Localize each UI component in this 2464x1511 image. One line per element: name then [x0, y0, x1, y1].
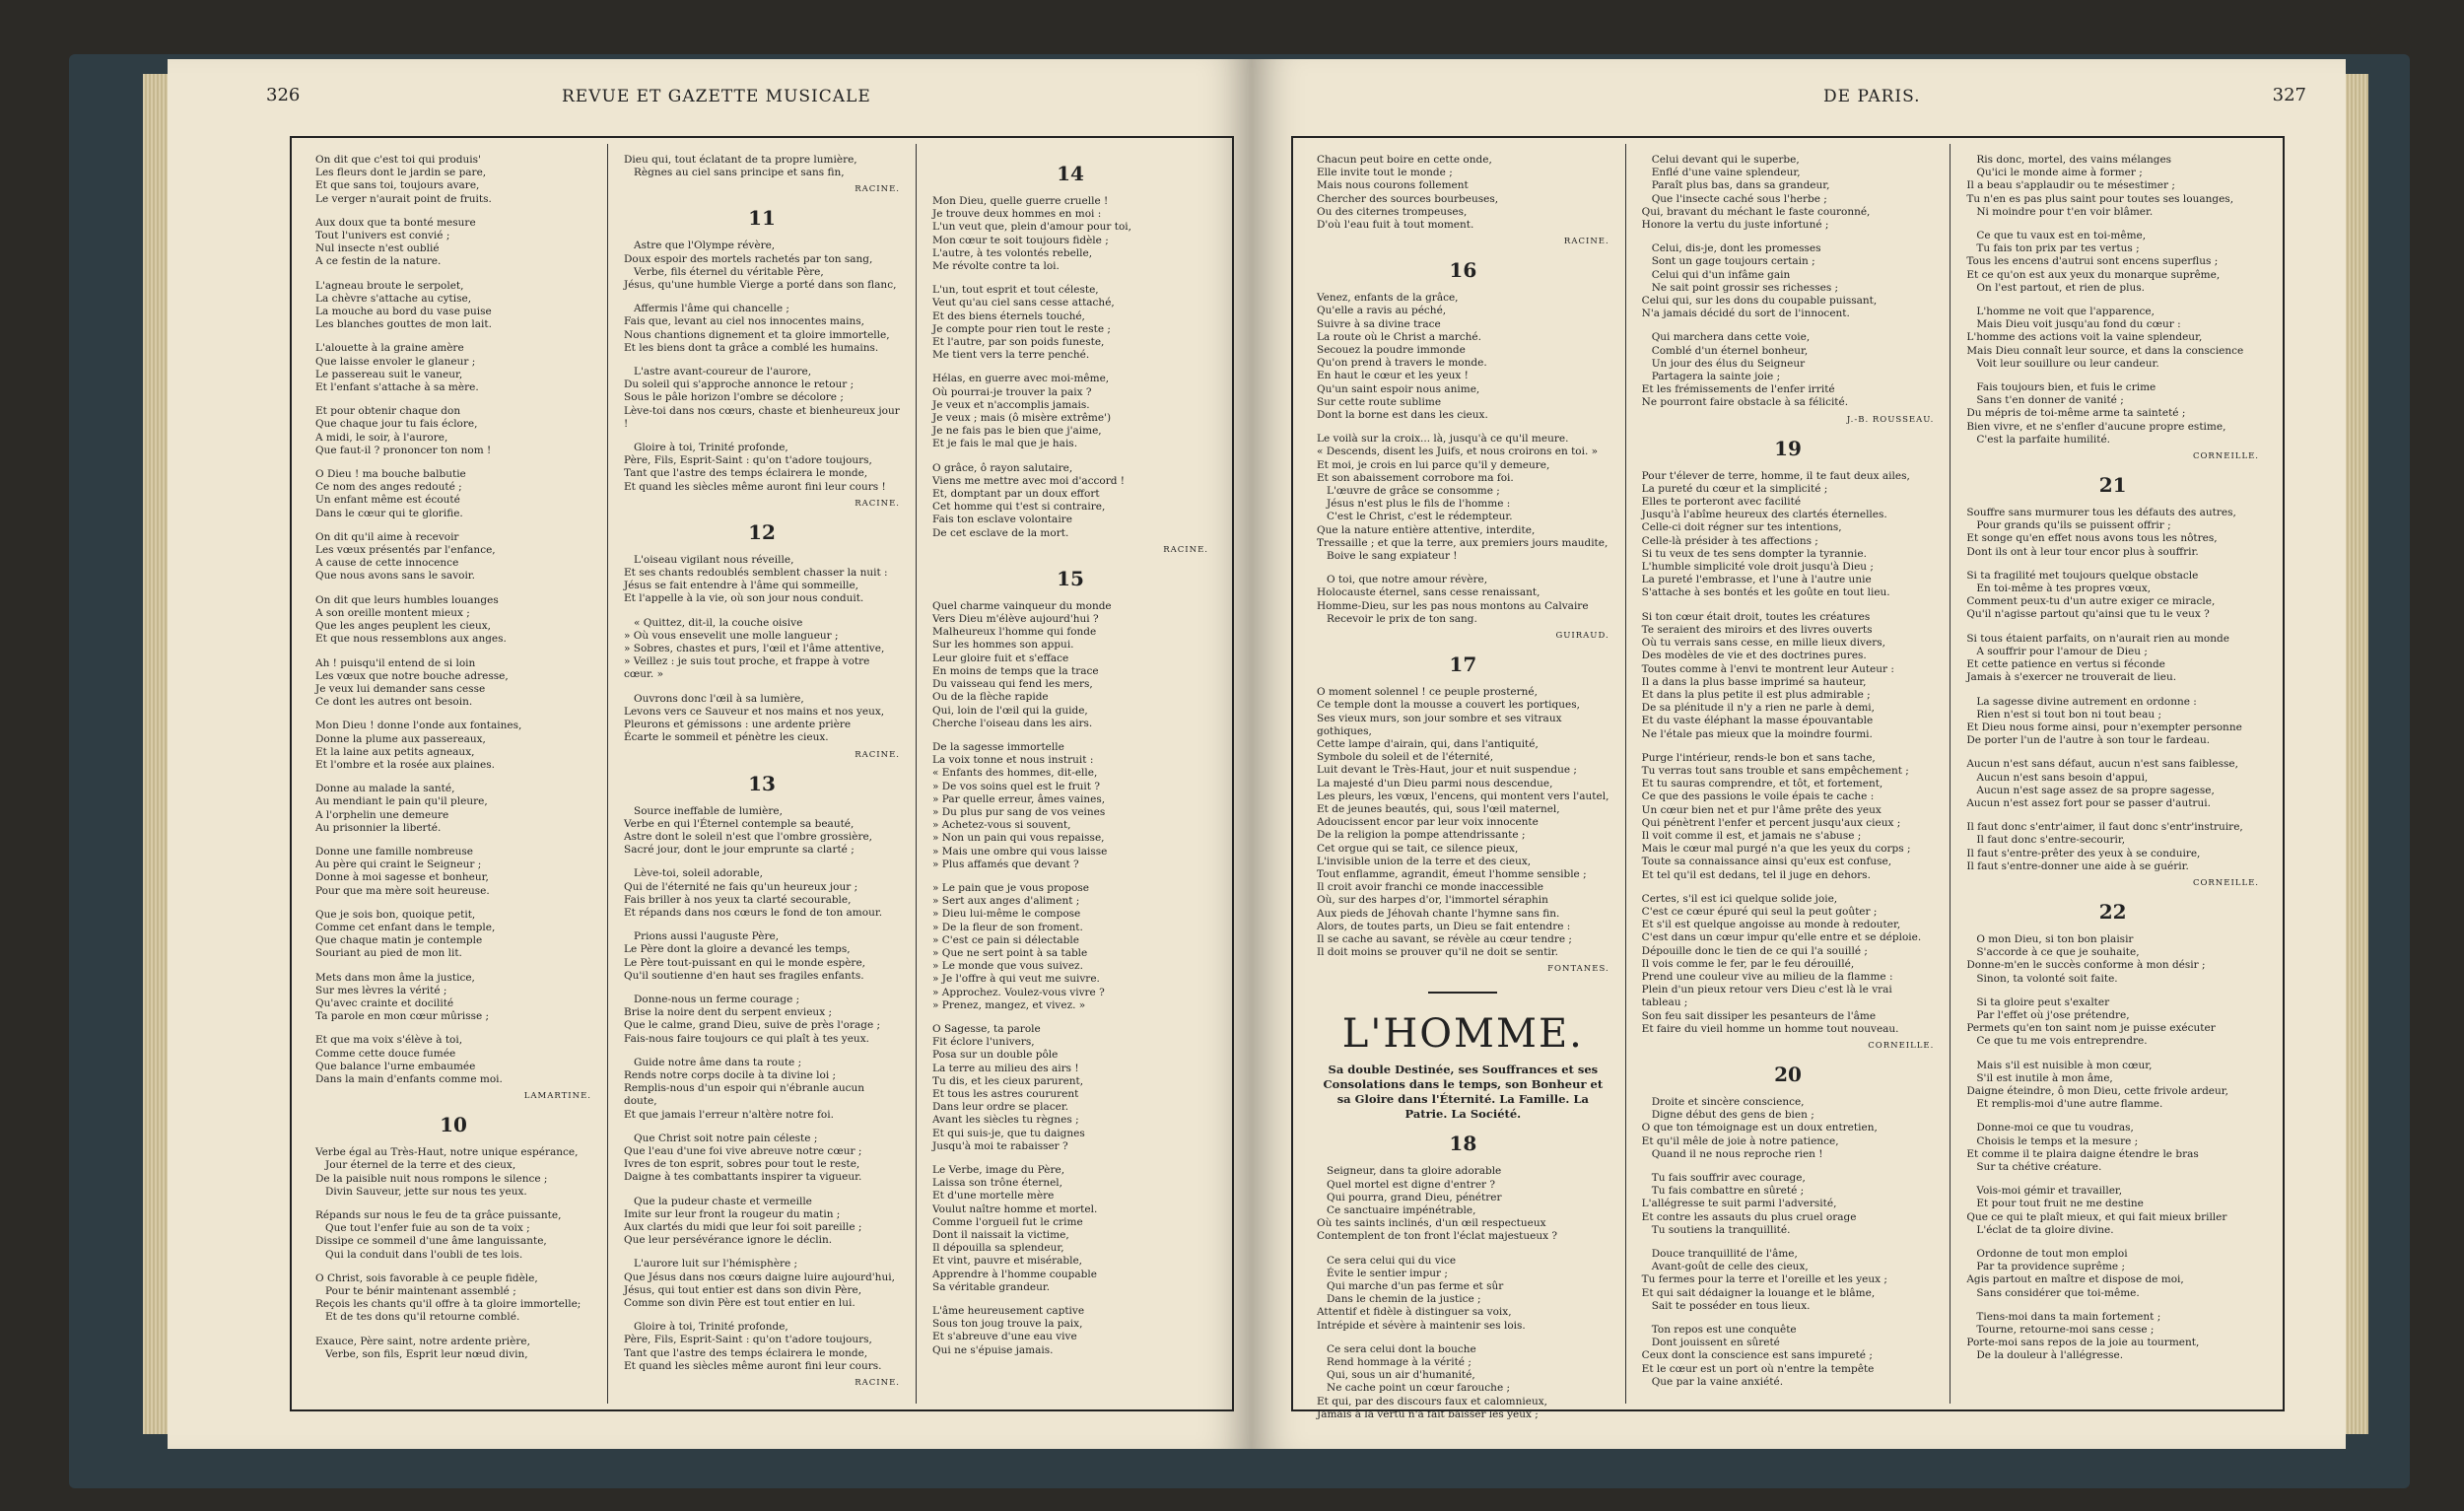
page-edges-left [143, 74, 171, 1434]
verse-stanza: Ce sera celui qui du vice Évite le sentier impur ; Qui marche d'un pas ferme et sûr Dans le chemin de la justice ; Attentif et fidèle à distinguer sa voix, Intrépide et sévère à maintenir ses lois. [1317, 1254, 1526, 1332]
verse-stanza: Donne-nous un ferme courage ; Brise la noire dent du serpent envieux ; Que le calme, grand Dieu, suive de près l'orage ; Fais-nous faire toujours ce qui plaît à tes yeux. [624, 993, 881, 1045]
verse-stanza: Guide notre âme dans ta route ; Rends notre corps docile à ta divine loi ; Remplis-nous d'un espoir qui n'ébranle aucun doute, Et que jamais l'erreur n'altère notre foi. [624, 1056, 864, 1121]
verse-stanza: Ce sera celui dont la bouche Rend hommage à la vérité ; Qui, sous un air d'humanité, Ne cache point un cœur farouche ; Et qui, par des discours faux et calomnieux, Jamais à la vertu n'a fait baisser les yeux ; [1317, 1342, 1547, 1420]
hymn-number: 20 [1774, 1062, 1802, 1086]
verse-stanza: Mets dans mon âme la justice, Sur mes lèvres la vérité ; Qu'avec crainte et docilité Ta parole en mon cœur mûrisse ; [315, 971, 490, 1023]
verse-stanza: Souffre sans murmurer tous les défauts des autres, Pour grands qu'ils se puissent offrir ; Et songe qu'en effet nous avons tous les nôtres, Dont ils ont à leur tour encor plus à souffrir. [1966, 507, 2236, 558]
verse-stanza: Astre que l'Olympe révère, Doux espoir des mortels rachetés par ton sang, Verbe, fils éternel du véritable Père, Jésus, qu'une humble Vierge a porté dans son flanc, [624, 240, 897, 292]
verse-stanza: Le Verbe, image du Père, Laissa son trône éternel, Et d'une mortelle mère Voulut naître homme et mortel. Comme l'orgueil fut le crime Dont il naissait la victime, Il dépouilla sa splendeur, Et vint, pauvre et misérable, Apprendre à l'homme coupable Sa véritable grandeur. [932, 1164, 1098, 1293]
verse-stanza: O Dieu ! ma bouche balbutie Ce nom des anges redouté ; Un enfant même est écouté Dans le cœur qui te glorifie. [315, 468, 466, 519]
verse-stanza: L'homme ne voit que l'apparence, Mais Dieu voit jusqu'au fond du cœur : L'homme des actions voit la vaine splendeur, Mais Dieu connaît leur source, et dans la conscience Voit leur souillure ou leur candeur. [1966, 306, 2244, 370]
verse-stanza: Mon Dieu ! donne l'onde aux fontaines, Donne la plume aux passereaux, Et la laine aux petits agneaux, Et l'ombre et la rosée aux plaines. [315, 720, 522, 771]
verse-stanza: O mon Dieu, si ton bon plaisir S'accorde à ce que je souhaite, Donne-m'en le succès conforme à mon désir ; Sinon, ta volonté soit faite. [1966, 932, 2206, 985]
verse-stanza: L'aurore luit sur l'hémisphère ; Que Jésus dans nos cœurs daigne luire aujourd'hui, Jésus, qui tout entier est dans son divin Père, Comme son divin Père est tout entier en lui. [624, 1258, 895, 1309]
verse-stanza: O moment solennel ! ce peuple prosterné, Ce temple dont la mousse a couvert les portiques, Ses vieux murs, son jour sombre et ses vitraux gothiques, Cette lampe d'airain, qui, dans l'antiquité, Symbole du soleil et de l'éternité, Luit devant le Très-Haut, jour et nuit suspendue ; La majesté d'un Dieu parmi nous descendue, Les pleurs, les vœux, l'encens, qui montent vers l'autel, Et de jeunes beautés, qui, sous l'œil maternel, Adoucissent encor par leur voix innocente De la religion la pompe attendrissante ; Cet orgue qui se tait, ce silence pieux, L'invisible union de la terre et des cieux, Tout enflamme, agrandit, émeut l'homme sensible ; Il croit avoir franchi ce monde inaccessible Où, sur des harpes d'or, l'immortel séraphin Aux pieds de Jéhovah chante l'hymne sans fin. Alors, de toutes parts, un Dieu se fait entendre : Il se cache au savant, se révèle au cœur tendre ; Il doit moins se prouver qu'il ne doit se sentir. [1317, 686, 1609, 959]
verse-stanza: Gloire à toi, Trinité profonde, Père, Fils, Esprit-Saint : qu'on t'adore toujours, Tant que l'astre des temps éclairera le monde, Et quand les siècles même auront fini leur cours ! [624, 442, 886, 493]
hymn-number: 17 [1449, 652, 1477, 677]
verse-stanza: Exauce, Père saint, notre ardente prière, Verbe, son fils, Esprit leur nœud divin, [315, 1335, 530, 1360]
verse-stanza: Seigneur, dans ta gloire adorable Quel mortel est digne d'entrer ? Qui pourra, grand Dieu, pénétrer Ce sanctuaire impénétrable, Où tes saints inclinés, d'un œil respectueux Contemplent de ton front l'éclat majestueux ? [1317, 1165, 1558, 1243]
verse-stanza: Donne au malade la santé, Au mendiant le pain qu'il pleure, A l'orphelin une demeure Au prisonnier la liberté. [315, 783, 488, 834]
verse-stanza: Ce que tu vaux est en toi-même, Tu fais ton prix par tes vertus ; Tous les encens d'autrui sont encens superflus ; Et ce qu'on est aux yeux du monarque suprême, On l'est partout, et rien de plus. [1966, 230, 2221, 294]
author-attribution: FONTANES. [1547, 964, 1609, 975]
verse-stanza: O Christ, sois favorable à ce peuple fidèle, Pour te bénir maintenant assemblé ; Reçois les chants qu'il offre à ta gloire immortelle; Et de tes dons qu'il retourne comblé. [315, 1271, 582, 1324]
verse-stanza: O toi, que notre amour révère, Holocauste éternel, sans cesse renaissant, Homme-Dieu, sur les pas nous montons au Calvaire Recevoir le prix de ton sang. [1317, 574, 1589, 625]
hymn-number: 22 [2098, 899, 2127, 924]
verse-stanza: Que je sois bon, quoique petit, Comme cet enfant dans le temple, Que chaque matin je contemple Souriant au pied de mon lit. [315, 908, 496, 960]
verse-stanza: Que Christ soit notre pain céleste ; Que l'eau d'une foi vive abreuve notre cœur ; Ivres de ton esprit, sobres pour tout le reste, Daigne à tes combattants inspirer ta vigueur. [624, 1132, 862, 1184]
verse-stanza: Droite et sincère conscience, Digne début des gens de bien ; O que ton témoignage est un doux entretien, Et qu'il mêle de joie à notre patience, Quand il ne nous reproche rien ! [1641, 1095, 1878, 1160]
column-1 [300, 144, 608, 1404]
verse-stanza: L'oiseau vigilant nous réveille, Et ses chants redoublés semblent chasser la nuit : Jésus se fait entendre à l'âme qui sommeille, Et l'appelle à la vie, où son jour nous conduit. [624, 553, 888, 605]
verse-stanza: Il faut donc s'entr'aimer, il faut donc s'entr'instruire, Il faut donc s'entre-secourir, Il faut s'entre-prêter des yeux à se conduire, Il faut s'entre-donner une aide à se guérir. [1966, 821, 2243, 872]
running-head: REVUE ET GAZETTE MUSICALE [562, 87, 871, 106]
author-attribution: GUIRAUD. [1555, 631, 1609, 642]
verse-stanza: Prions aussi l'auguste Père, Le Père dont la gloire a devancé les temps, Le Père tout-puissant en qui le monde espère, Qu'il soutienne d'en haut ses fragiles enfants. [624, 930, 865, 982]
verse-stanza: On dit qu'il aime à recevoir Les vœux présentés par l'enfance, A cause de cette innocence Que nous avons sans le savoir. [315, 530, 496, 583]
text-frame [1291, 136, 2285, 1420]
verse-stanza: » Le pain que je vous propose » Sert aux anges d'aliment ; » Dieu lui-même le compose » De la fleur de son froment. » C'est ce pain si délectable » Que ne sert point à sa table » Le monde que vous suivez. » Je l'offre à qui veut me suivre. » Approchez. Voulez-vous vivre ? » Prenez, mangez, et vivez. » [932, 881, 1105, 1011]
verse-stanza: Ris donc, mortel, des vains mélanges Qu'ici le monde aime à former ; Il a beau s'applaudir ou te mésestimer ; Tu n'en es pas plus saint pour toutes ses louanges, Ni moindre pour t'en voir blâmer. [1966, 154, 2234, 218]
verse-stanza: Et pour obtenir chaque don Que chaque jour tu fais éclore, A midi, le soir, à l'aurore, Que faut-il ? prononcer ton nom ! [315, 405, 492, 456]
verse-stanza: On dit que leurs humbles louanges A son oreille montent mieux ; Que les anges peuplent les cieux, Et que nous ressemblons aux anges. [315, 593, 507, 646]
column-2 [608, 144, 917, 1404]
verse-stanza: Source ineffable de lumière, Verbe en qui l'Éternel contemple sa beauté, Astre dont le soleil n'est que l'ombre grossière, Sacré jour, dont le jour emprunte sa clarté ; [624, 804, 873, 857]
page-number: 326 [266, 85, 301, 105]
hymn-number: 15 [1057, 566, 1084, 590]
verse-stanza: Si tous étaient parfaits, on n'aurait rien au monde A souffrir pour l'amour de Dieu ; Et cette patience en vertus si féconde Jamais à s'exercer ne trouverait de lieu. [1966, 632, 2229, 684]
hymn-number: 13 [748, 771, 776, 795]
verse-stanza: Tiens-moi dans ta main fortement ; Tourne, retourne-moi sans cesse ; Porte-moi sans repos de la joie au tourment, De la douleur à l'allégresse. [1966, 1310, 2200, 1362]
running-head: DE PARIS. [1823, 87, 1921, 106]
verse-stanza: Hélas, en guerre avec moi-même, Où pourrai-je trouver la paix ? Je veux et n'accomplis jamais. Je veux ; mais (ô misère extrême') Je ne fais pas le bien que j'aime, Et je fais le mal que je hais. [932, 373, 1112, 450]
author-attribution: CORNEILLE. [2192, 451, 2260, 462]
verse-stanza: Celui, dis-je, dont les promesses Sont un gage toujours certain ; Celui qui d'un infâme gain Ne sait point grossir ses richesses ; Celui qui, sur les dons du coupable puissant, N'a jamais décidé du sort de l'innocent. [1641, 242, 1878, 320]
author-attribution: LAMARTINE. [523, 1091, 591, 1102]
column-3 [917, 144, 1224, 1404]
author-attribution: RACINE. [855, 498, 900, 509]
verse-stanza: Fais toujours bien, et fuis le crime Sans t'en donner de vanité ; Du mépris de toi-même arme ta sainteté ; Bien vivre, et ne s'enfler d'aucune propre estime, C'est la parfaite humilité. [1966, 381, 2226, 446]
hymn-number: 21 [2098, 473, 2127, 498]
verse-stanza: Celui devant qui le superbe, Enflé d'une vaine splendeur, Paraît plus bas, dans sa grandeur, Que l'insecte caché sous l'herbe ; Qui, bravant du méchant le faste couronné, Honore la vertu du juste infortuné ; [1641, 154, 1871, 232]
verse-stanza: La sagesse divine autrement en ordonne : Rien n'est si tout bon ni tout beau ; Et Dieu nous forme ainsi, pour n'exempter personne De porter l'un de l'autre à son tour le fardeau. [1966, 695, 2242, 747]
verse-stanza: Si ton cœur était droit, toutes les créatures Te seraient des miroirs et des livres ouverts Où tu verrais sans cesse, en mille lieux divers, Des modèles de vie et des doctrines pures. Toutes comme à l'envi te montrent leur Auteur : Il a dans la plus basse imprimé sa hauteur, Et dans la plus petite il est plus admirable ; De sa plénitude il n'y a rien ne parle à demi, Et du vaste éléphant la masse épouvantable Ne l'étale pas mieux que la moindre fourmi. [1641, 610, 1894, 740]
author-attribution: J.-B. ROUSSEAU. [1846, 414, 1935, 425]
verse-stanza: Et que ma voix s'élève à toi, Comme cette douce fumée Que balance l'urne embaumée Dans la main d'enfants comme moi. [315, 1034, 503, 1085]
page-number: 327 [2272, 85, 2306, 105]
verse-stanza: O Sagesse, ta parole Fit éclore l'univers, Posa sur un double pôle La terre au milieu des airs ! Tu dis, et les cieux parurent, Et tous les astres coururent Dans leur ordre se placer. Avant les siècles tu règnes ; Et qui suis-je, que tu daignes Jusqu'à moi te rabaisser ? [932, 1022, 1085, 1152]
column-2 [1626, 144, 1951, 1404]
column-3 [1951, 144, 2275, 1404]
verse-stanza: « Quittez, dit-il, la couche oisive » Où vous ensevelit une molle langueur ; » Sobres, chastes et purs, l'œil et l'âme attentive, » Veillez : je suis tout proche, et frappe à votre cœur. » [624, 616, 885, 681]
verse-stanza: Gloire à toi, Trinité profonde, Père, Fils, Esprit-Saint : qu'on t'adore toujours, Tant que l'astre des temps éclairera le monde, Et quand les siècles même auront fini leur cours. [624, 1321, 882, 1372]
verse-stanza: Donne une famille nombreuse Au père qui craint le Seigneur ; Donne à moi sagesse et bonheur, Pour que ma mère soit heureuse. [315, 845, 490, 897]
verse-stanza: Si ta fragilité met toujours quelque obstacle En toi-même à tes propres vœux, Comment peux-tu d'un autre exiger ce miracle, Qu'il n'agisse partout qu'ainsi que tu le veux ? [1966, 569, 2216, 621]
author-attribution: RACINE. [855, 1378, 900, 1389]
verse-stanza: Ah ! puisqu'il entend de si loin Les vœux que notre bouche adresse, Je veux lui demander sans cesse Ce dont les autres ont besoin. [315, 656, 509, 709]
verse-stanza: Mon Dieu, quelle guerre cruelle ! Je trouve deux hommes en moi : L'un veut que, plein d'amour pour toi, Mon cœur te soit toujours fidèle ; L'autre, à tes volontés rebelle, Me révolte contre ta loi. [932, 195, 1131, 273]
verse-stanza: L'âme heureusement captive Sous ton joug trouve la paix, Et s'abreuve d'une eau vive Qui ne s'épuise jamais. [932, 1305, 1085, 1356]
verse-stanza: Aux doux que ta bonté mesure Tout l'univers est convié ; Nul insecte n'est oublié A ce festin de la nature. [315, 216, 476, 268]
verse-stanza: Tu fais souffrir avec courage, Tu fais combattre en sûreté ; L'allégresse te suit parmi l'adversité, Et contre les assauts du plus cruel orage Tu soutiens la tranquillité. [1641, 1172, 1857, 1236]
verse-stanza: Le voilà sur la croix... là, jusqu'à ce qu'il meure. « Descends, disent les Juifs, et nous croirons en toi. » Et moi, je crois en lui parce qu'il y demeure, Et son abaissement corrobore ma foi. L'œuvre de grâce se consomme ; Jésus n'est plus le fils de l'homme : C'est le Christ, c'est le rédempteur. Que la nature entière attentive, interdite, Tressaille ; et que la terre, aux premiers jours maudite, Boive le sang expiateur ! [1317, 433, 1608, 563]
verse-stanza: O grâce, ô rayon salutaire, Viens me mettre avec moi d'accord ! Et, domptant par un doux effort Cet homme qui t'est si contraire, Fais ton esclave volontaire De cet esclave de la mort. [932, 461, 1125, 539]
verse-stanza: Douce tranquillité de l'âme, Avant-goût de celle des cieux, Tu fermes pour la terre et l'oreille et les yeux ; Et qui sait dédaigner la louange et le blâme, Sait te posséder en tous lieux. [1641, 1248, 1887, 1312]
verse-stanza: Lève-toi, soleil adorable, Qui de l'éternité ne fais qu'un heureux jour ; Fais briller à nos yeux ta clarté secourable, Et répands dans nos cœurs le fond de ton amour. [624, 867, 883, 919]
section-rule [1428, 992, 1497, 994]
verse-stanza: L'alouette à la graine amère Que laisse envoler le glaneur ; Le passereau suit le vaneur, Et l'enfant s'attache à sa mère. [315, 342, 479, 394]
hymn-number: 19 [1774, 436, 1802, 460]
verse-stanza: L'astre avant-coureur de l'aurore, Du soleil qui s'approche annonce le retour ; Sous le pâle horizon l'ombre se décolore ; Lève-toi dans nos cœurs, chaste et bienheureux jour ! [624, 366, 900, 430]
verse-stanza: Certes, s'il est ici quelque solide joie, C'est ce cœur épuré qui seul la peut goûter ; Et s'il est quelque angoisse au monde à redouter, C'est dans un cœur impur qu'elle entre et se déploie. Dépouille donc le tien de ce qui l'a souillé ; Il vois comme le fer, par le feu dérouillé, Prend une couleur vive au milieu de la flamme : Plein d'un pieux retour vers Dieu c'est là le vrai tableau ; Son feu sait dissiper les pesanteurs de l'âme Et faire du vieil homme un homme tout nouveau. [1641, 892, 1922, 1035]
hymn-number: 12 [748, 519, 776, 544]
right-page [1252, 59, 2346, 1449]
left-page [168, 59, 1252, 1449]
verse-stanza: Affermis l'âme qui chancelle ; Fais que, levant au ciel nos innocentes mains, Nous chantions dignement et ta gloire immortelle, Et les biens dont ta grâce a comblé les humains. [624, 303, 890, 354]
verse-stanza: Mais s'il est nuisible à mon cœur, S'il est inutile à mon âme, Daigne éteindre, ô mon Dieu, cette frivole ardeur, Et remplis-moi d'une autre flamme. [1966, 1059, 2228, 1111]
author-attribution: CORNEILLE. [1868, 1040, 1935, 1051]
verse-stanza: Purge l'intérieur, rends-le bon et sans tache, Tu verras tout sans trouble et sans empêchement ; Et tu sauras comprendre, et tôt, et fortement, Ce que des passions le voile épais te cache : Un cœur bien net et pur l'âme prête des yeux Qui pénètrent l'enfer et percent jusqu'aux cieux ; Il voit comme il est, et jamais ne s'abuse ; Mais le cœur mal purgé n'a que les yeux du corps ; Toute sa connaissance ainsi qu'eux est confuse, Et tel qu'il est dedans, tel il juge en dehors. [1641, 751, 1911, 881]
verse-stanza: Quel charme vainqueur du monde Vers Dieu m'élève aujourd'hui ? Malheureux l'homme qui fonde Sur les hommes son appui. Leur gloire fuit et s'efface En moins de temps que la trace Du vaisseau qui fend les mers, Ou de la flèche rapide Qui, loin de l'œil qui la guide, Cherche l'oiseau dans les airs. [932, 599, 1112, 729]
verse-stanza: Donne-moi ce que tu voudras, Choisis le temps et la mesure ; Et comme il te plaira daigne étendre le bras Sur ta chétive créature. [1966, 1122, 2199, 1173]
verse-stanza: Chacun peut boire en cette onde, Elle invite tout le monde ; Mais nous courons follement Chercher des sources bourbeuses, Ou des citernes trompeuses, D'où l'eau fuit à tout moment. [1317, 154, 1499, 232]
verse-stanza: Venez, enfants de la grâce, Qu'elle a ravis au péché, Suivre à sa divine trace La route où le Christ a marché. Secouez la poudre immonde Qu'on prend à travers le monde. En haut le cœur et les yeux ! Qu'un saint espoir nous anime, Sur cette route sublime Dont la borne est dans les cieux. [1317, 292, 1488, 422]
section-subtitle: Sa double Destinée, ses Souffrances et ses Consolations dans le temps, son Bonheur et sa Gloire dans l'Éternité. La Famille. La Patrie. La Société. [1323, 1063, 1604, 1122]
verse-stanza: Si ta gloire peut s'exalter Par l'effet où j'ose prétendre, Permets qu'en ton saint nom je puisse exécuter Ce que tu me vois entreprendre. [1966, 996, 2216, 1048]
verse-stanza: Ouvrons donc l'œil à sa lumière, Levons vers ce Sauveur et nos mains et nos yeux, Pleurons et gémissons : une ardente prière Écarte le sommeil et pénètre les cieux. [624, 692, 885, 744]
author-attribution: RACINE. [1563, 237, 1609, 247]
column-1 [1301, 144, 1626, 1420]
verse-stanza: Verbe égal au Très-Haut, notre unique espérance, Jour éternel de la terre et des cieux, De la paisible nuit nous rompons le silence ; Divin Sauveur, jette sur nous tes yeux. [315, 1146, 579, 1198]
hymn-number: 16 [1449, 258, 1477, 283]
verse-stanza: Ton repos est une conquête Dont jouissent en sûreté Ceux dont la conscience est sans impureté ; Et le cœur est un port où n'entre la tempête Que par la vaine anxiété. [1641, 1324, 1875, 1388]
verse-stanza: Vois-moi gémir et travailler, Et pour tout fruit ne me destine Que ce qui te plaît mieux, et qui fait mieux briller L'éclat de ta gloire divine. [1966, 1185, 2227, 1236]
verse-stanza: L'agneau broute le serpolet, La chèvre s'attache au cytise, La mouche au bord du vase puise Les blanches gouttes de mon lait. [315, 279, 492, 331]
author-attribution: RACINE. [1163, 544, 1208, 555]
section-title: L'HOMME. [1341, 1011, 1584, 1058]
hymn-number: 10 [440, 1113, 467, 1137]
text-frame [290, 136, 1234, 1411]
verse-stanza: Que la pudeur chaste et vermeille Imite sur leur front la rougeur du matin ; Aux clartés du midi que leur foi soit pareille ; Que leur persévérance ignore le déclin. [624, 1195, 862, 1247]
verse-stanza: De la sagesse immortelle La voix tonne et nous instruit : « Enfants des hommes, dit-elle, » De vos soins quel est le fruit ? » Par quelle erreur, âmes vaines, » Du plus pur sang de vos veines » Achetez-vous si souvent, » Non un pain qui vous repaisse, » Mais une ombre qui vous laisse » Plus affamés que devant ? [932, 740, 1108, 870]
verse-stanza: L'un, tout esprit et tout céleste, Veut qu'au ciel sans cesse attaché, Et des biens éternels touché, Je compte pour rien tout le reste ; Et l'autre, par son poids funeste, Me tient vers la terre penché. [932, 284, 1115, 362]
verse-stanza: Pour t'élever de terre, homme, il te faut deux ailes, La pureté du cœur et la simplicité ; Elles te porteront avec facilité Jusqu'à l'abîme heureux des clartés éternelles. Celle-ci doit régner sur tes intentions, Celle-là présider à tes affections ; Si tu veux de tes sens dompter la tyrannie. L'humble simplicité vole droit jusqu'à Dieu ; La pureté l'embrasse, et l'une à l'autre unie S'attache à ses bontés et les goûte en tout lieu. [1641, 469, 1910, 599]
author-attribution: RACINE. [855, 184, 900, 195]
verse-stanza: Dieu qui, tout éclatant de ta propre lumière, Règnes au ciel sans principe et sans fin, [624, 154, 857, 179]
hymn-number: 14 [1057, 162, 1084, 185]
verse-stanza: Ordonne de tout mon emploi Par ta providence suprême ; Agis partout en maître et dispose de moi, Sans considérer que toi-même. [1966, 1248, 2184, 1299]
author-attribution: RACINE. [855, 749, 900, 760]
verse-stanza: On dit que c'est toi qui produis' Les fleurs dont le jardin se pare, Et que sans toi, toujours avare, Le verger n'aurait point de fruits. [315, 154, 492, 205]
verse-stanza: Répands sur nous le feu de ta grâce puissante, Que tout l'enfer fuie au son de ta voix ; Dissipe ce sommeil d'une âme languissante, Qui la conduit dans l'oubli de tes lois. [315, 1209, 562, 1261]
hymn-number: 18 [1449, 1132, 1477, 1156]
verse-stanza: Aucun n'est sans défaut, aucun n'est sans faiblesse, Aucun n'est sans besoin d'appui, Aucun n'est sage assez de sa propre sagesse, Aucun n'est assez fort pour se passer d'autrui. [1966, 758, 2238, 809]
hymn-number: 11 [748, 206, 776, 231]
author-attribution: CORNEILLE. [2192, 877, 2260, 888]
verse-stanza: Qui marchera dans cette voie, Comblé d'un éternel bonheur, Un jour des élus du Seigneur Partagera la sainte joie ; Et les frémissements de l'enfer irrité Ne pourront faire obstacle à sa félicité. [1641, 331, 1849, 409]
